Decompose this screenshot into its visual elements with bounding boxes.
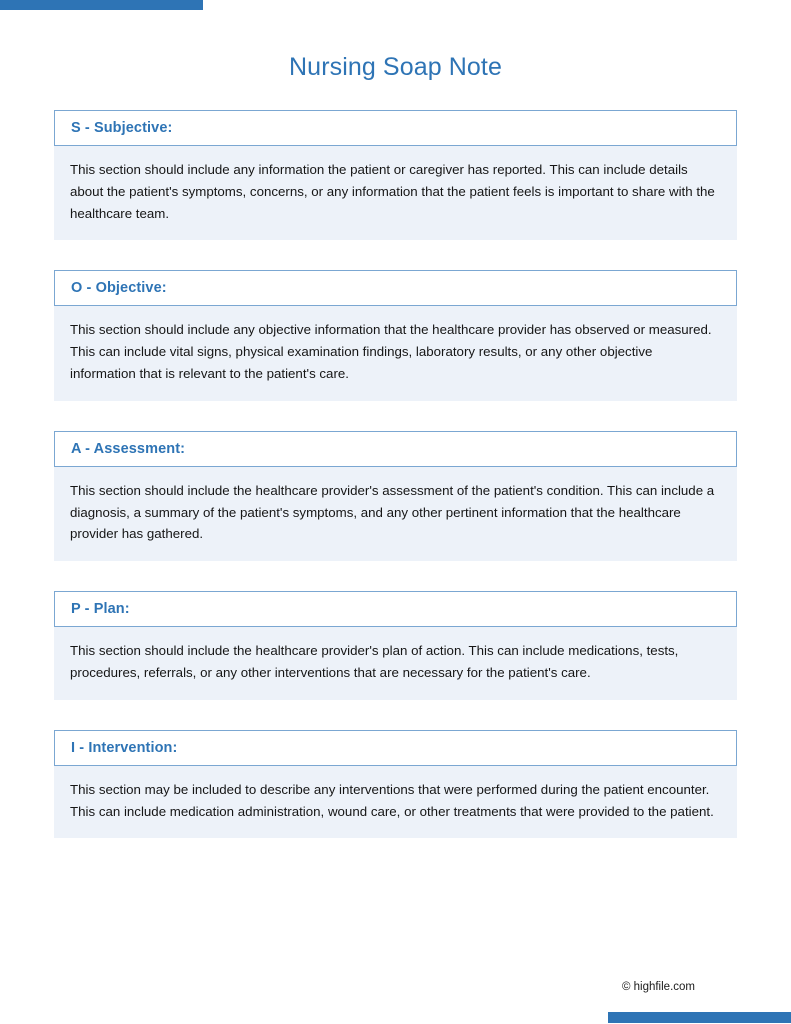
section-objective	[54, 270, 737, 400]
section-body-text: This section should include any objective information that the healthcare provider has observed or measured. This can include vital signs, physical examination findings, laboratory results, or any other objective information that is relevant to the patient's care.	[70, 322, 712, 381]
section-header-intervention	[54, 730, 737, 766]
section-body-plan[interactable]	[54, 627, 737, 700]
section-assessment	[54, 431, 737, 561]
section-body-text: This section may be included to describe any interventions that were performed during the patient encounter. This can include medication administration, wound care, or other treatments that were provided to the patient.	[70, 781, 714, 819]
section-plan	[54, 591, 737, 700]
section-body-text: This section should include the healthcare provider's assessment of the patient's condition. This can include a diagnosis, a summary of the patient's symptoms, and any other pertinent information that the healthcare provider has gathered.	[70, 482, 715, 542]
section-subjective	[54, 110, 737, 240]
section-header-assessment	[54, 431, 737, 467]
section-body-objective[interactable]	[54, 306, 737, 400]
section-body-text: This section should include the healthcare provider's plan of action. This can include medications, tests, procedures, referrals, or any other interventions that are necessary for the patient's care.	[70, 643, 679, 680]
section-header-subjective	[54, 110, 737, 146]
section-body-text: This section should include any information the patient or caregiver has reported. This can include details about the patient's symptoms, concerns, or any information that the patient feels is important to share with the healthcare team.	[70, 162, 715, 221]
section-header-label: S - Subjective:	[71, 120, 173, 136]
page-title: Nursing Soap Note	[289, 53, 502, 81]
sections-container	[54, 110, 737, 838]
section-header-objective	[54, 270, 737, 306]
top-left-accent-bar	[0, 0, 203, 10]
section-body-intervention[interactable]	[54, 766, 737, 839]
section-header-label: I - Intervention:	[71, 739, 178, 756]
bottom-right-accent-bar	[608, 1012, 791, 1023]
section-body-subjective[interactable]	[54, 146, 737, 240]
footer-copyright: © highfile.com	[621, 981, 695, 993]
section-header-plan	[54, 591, 737, 627]
section-header-label: P - Plan:	[71, 601, 130, 618]
section-intervention	[54, 730, 737, 839]
section-header-label: A - Assessment:	[71, 440, 186, 457]
section-header-label: O - Objective:	[71, 280, 167, 297]
section-body-assessment[interactable]	[54, 467, 737, 561]
